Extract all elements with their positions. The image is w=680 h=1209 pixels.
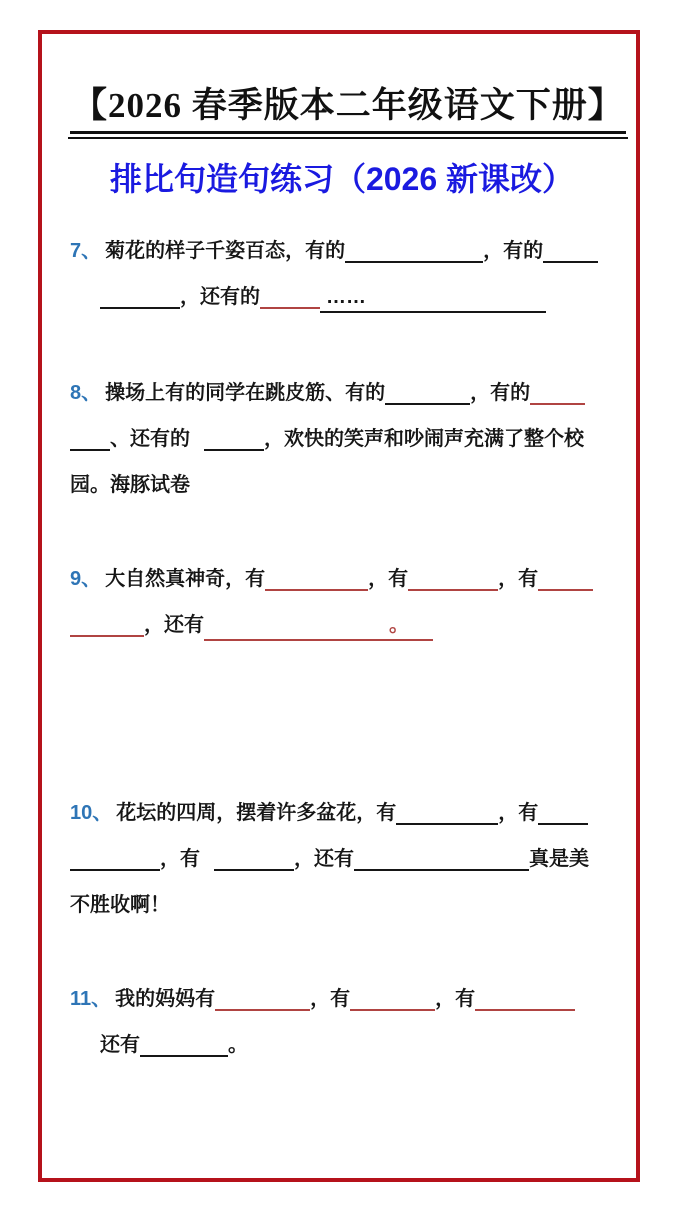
exercise-item: [70, 556, 614, 648]
exercise-line: [70, 416, 614, 462]
exercise-line: [70, 836, 614, 882]
page-title-text: 【2026 春季版本二年级语文下册】: [70, 84, 626, 134]
item-text: 操场上有的同学在跳皮筋、有的: [105, 382, 386, 404]
fill-blank: [215, 1009, 310, 1011]
fill-blank: [530, 403, 585, 405]
item-text: ，有: [498, 802, 539, 824]
fill-blank: [345, 261, 483, 263]
fill-blank: [538, 589, 593, 591]
item-text: 还有: [100, 1034, 140, 1056]
item-text: ，欢快的笑声和吵闹声充满了整个校: [264, 428, 584, 450]
exercise-line: [70, 462, 614, 508]
fill-blank: [140, 1055, 228, 1057]
item-text: 菊花的样子千姿百态，有的: [105, 240, 346, 262]
item-text: 我的妈妈有: [115, 988, 216, 1010]
item-text: ，还有: [144, 614, 204, 636]
item-text: ，有的: [483, 240, 544, 262]
exercise-list: [70, 228, 614, 1068]
exercise-line: [70, 882, 614, 928]
exercise-item: [70, 790, 614, 928]
page-subtitle: 排比句造句练习（2026 新课改）: [109, 161, 575, 197]
item-text: ，还有的: [180, 286, 260, 308]
item-text: ，还有: [294, 848, 354, 870]
fill-blank: [543, 261, 598, 263]
item-text: 、还有的: [110, 428, 190, 450]
fill-blank: [396, 823, 498, 825]
item-text: ，有: [160, 848, 200, 870]
item-text: ，有: [368, 568, 409, 590]
fill-blank: [70, 635, 144, 637]
fill-blank: [385, 403, 470, 405]
fill-blank: [214, 869, 294, 871]
fill-blank: [350, 1009, 435, 1011]
fill-blank: [70, 869, 160, 871]
exercise-item: [70, 370, 614, 508]
fill-blank: [70, 449, 110, 451]
item-number: 8、: [70, 382, 102, 404]
fill-blank: [265, 589, 368, 591]
item-number: 9、: [70, 568, 102, 590]
item-text: ，有: [435, 988, 476, 1010]
exercise-line: [70, 556, 614, 602]
item-text: 不胜收啊！: [70, 894, 170, 916]
exercise-item: [70, 228, 614, 320]
item-text: ，有: [498, 568, 539, 590]
item-number: 10、: [70, 802, 113, 824]
exercise-line: [70, 274, 614, 320]
fill-blank-with-mark: ……: [320, 285, 546, 313]
exercise-line: [70, 976, 614, 1022]
exercise-line: [70, 228, 614, 274]
fill-blank: [538, 823, 588, 825]
fill-blank-with-mark: 。: [204, 613, 433, 641]
item-text: ，有的: [470, 382, 531, 404]
exercise-line: [70, 370, 614, 416]
exercise-line: [70, 602, 614, 648]
exercise-line: [70, 790, 614, 836]
exercise-item: [70, 976, 614, 1068]
item-text: 。: [228, 1034, 248, 1056]
item-text: 园。海豚试卷: [70, 474, 190, 496]
item-text: 大自然真神奇，有: [105, 568, 266, 590]
fill-blank: [408, 589, 498, 591]
fill-blank: [204, 449, 264, 451]
item-number: 7、: [70, 240, 102, 262]
item-number: 11、: [70, 988, 112, 1010]
item-text: 真是美: [529, 848, 589, 870]
item-text: ，有: [310, 988, 351, 1010]
fill-blank: [475, 1009, 575, 1011]
fill-blank: [260, 307, 320, 309]
page-title: [70, 84, 624, 134]
fill-blank: [100, 307, 180, 309]
fill-blank: [354, 869, 529, 871]
worksheet-content: [70, 84, 624, 1068]
exercise-line: [70, 1022, 614, 1068]
item-text: 花坛的四周，摆着许多盆花，有: [116, 802, 397, 824]
